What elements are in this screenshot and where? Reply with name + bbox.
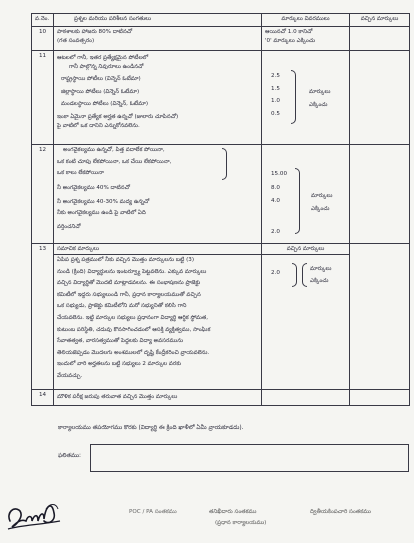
score-value: 0.5 xyxy=(271,110,280,117)
row-description xyxy=(54,51,262,145)
table-row-13 xyxy=(32,244,410,390)
row-marks-detail xyxy=(262,390,350,406)
result-label: ఫలితము: xyxy=(58,453,81,459)
score-value: 2.0 xyxy=(271,228,280,235)
row-line: (గత సంవత్సరం) xyxy=(57,37,95,44)
row-number: 14 xyxy=(32,390,54,406)
brace-mark xyxy=(302,263,307,287)
marks-line: ఆయినచో 1.0 కానిచో xyxy=(265,29,313,35)
secondary-signature-label: ద్వితీయకింపచారి సంతకము xyxy=(310,509,371,515)
row-marks-detail xyxy=(262,244,350,390)
brace-mark xyxy=(222,148,227,180)
table-header-row xyxy=(32,14,410,27)
handwritten-signature xyxy=(2,491,64,535)
brace-mark xyxy=(291,70,296,124)
brace-mark xyxy=(295,168,300,234)
row-line: ఆటలలో గానీ, ఇతర ప్రత్యేక్షమైన పోటీలలో xyxy=(57,55,149,61)
row-line: వర్తించనిచో xyxy=(57,223,81,230)
row-line: నీ అంగవైకల్యము 40% దాటినచో xyxy=(57,184,130,191)
score-value: 2.5 xyxy=(271,73,280,79)
marks-label: మార్కులు xyxy=(311,193,333,199)
score-value: 1.0 xyxy=(271,98,280,104)
row-line: సేవాతత్వత, వారసత్వముతో పెద్దలకు విద్యా అవసరమును xyxy=(57,338,184,345)
head-office-label: (ప్రధాన కార్యాలయము) xyxy=(215,520,267,526)
row-title: సమాచిక మార్కులు xyxy=(54,244,261,255)
marks-label: ఎక్కించు xyxy=(311,205,330,212)
row-number: 12 xyxy=(32,145,54,244)
row-line: కుటుంబ పరిస్థితి, చదువు కొనసాగించడంలో ఆసక్తి వ్యక్తిత్వము, సాంఘిక xyxy=(57,326,211,333)
row-line: నీకు అంగవైకల్యము ఉండి పై వాటిలో ఏది xyxy=(57,209,146,216)
row-line: జిల్లాస్థాయి పోటీలు (విన్నెన్ ఓటేమా) xyxy=(61,88,140,95)
marks-subheader: వచ్చిన మార్కులు xyxy=(262,244,349,255)
poc-signature-label: POC / PA సంతకము xyxy=(129,509,177,515)
row-line: మౌళిక పరీక్ష జరుపు తరువాత వచ్చిన మొత్తం మార్కులు xyxy=(57,394,178,400)
row-line: నీ అంగవైకల్యము 40-30% మద్య ఉన్నచో xyxy=(57,199,150,206)
score-value: 4.0 xyxy=(271,198,280,205)
row-line: గానీ పాల్గొన్న నివురూలు ఉండినచో xyxy=(69,63,144,70)
marks-line: '0' మార్కులు ఎక్కించు xyxy=(265,37,316,44)
row-line: పై వాటిలో ఒక దానిని ఎన్నుకోనవలెను. xyxy=(57,122,140,129)
row-line: మండలస్థాయి పోటీలు (విన్నెన్, ఓటేమా) xyxy=(61,101,148,108)
row-line: ఇంకా ఏమైనా ప్రత్యేక అర్హత ఉన్నచో (జులారు చూపినచో) xyxy=(57,113,179,120)
row-line: తెలియజెప్పడం మొదలగు అంశములలో దృష్టి కేంద్రీకరించి వ్రాయవలెను. xyxy=(57,349,210,356)
row-description xyxy=(54,27,262,51)
row-line: నుండి (క్రింది) విద్యార్థులను ఇంటర్వ్యూ పెట్టవలెను. ఎక్కువ మార్కులు xyxy=(57,268,207,275)
row-line: ఏపిప ప్రశ్న పత్రములో నీకు వచ్చిన మొత్తం మార్కులను బట్టి (3) xyxy=(57,257,195,263)
row-line: అంగవైకల్యము ఉన్నచో, పిత్త వదాలేక పోయినా, xyxy=(63,147,165,153)
row-line: పాఠశాలకు హాజరు 80% దాటినచో xyxy=(57,29,133,35)
header-serial: వ.నెం. xyxy=(32,14,54,27)
row-description xyxy=(54,390,262,406)
header-questions: ప్రశ్నల మరియు పరిశీలన సంగతులు xyxy=(54,14,262,27)
row-marks-detail xyxy=(262,51,350,145)
table-row-11 xyxy=(32,51,410,145)
marks-obtained-cell xyxy=(350,27,410,51)
row-line: ఒక సభ్యుడు, ప్రాజెక్టు కమిటీలోని మరో సభ్యునితో కలిసి గాని xyxy=(57,303,187,310)
table-row-14 xyxy=(32,390,410,406)
row-description xyxy=(54,145,262,244)
marks-label: మార్కులు xyxy=(309,89,331,95)
row-line: రాష్ట్రస్థాయి పోటీలు (విన్నెన్ ఓటేమా) xyxy=(61,76,141,83)
row-line: ఇందులో వారి అర్హతలను బట్టి సభ్యులు 2 మార్కుల వరకు xyxy=(57,361,182,368)
table-row-12 xyxy=(32,145,410,244)
row-number: 10 xyxy=(32,27,54,51)
evaluation-table xyxy=(31,13,410,406)
marks-obtained-cell xyxy=(350,51,410,145)
row-number: 13 xyxy=(32,244,54,390)
brace-mark xyxy=(292,263,297,287)
row-marks-detail xyxy=(262,145,350,244)
row-line: కమిటీలో ఇద్దరు సభ్యులుండి గానీ, ప్రధాన కార్యాలయముతో వచ్చిన xyxy=(57,291,201,298)
marks-label: మార్కులు xyxy=(310,266,332,272)
marks-obtained-cell xyxy=(350,390,410,406)
row-line: వచ్చిన విద్యార్థితో మొదటి మాట్లాడవలను. ఈ సంభాషణను ప్రాజెక్టు xyxy=(57,280,201,287)
row-number: 11 xyxy=(32,51,54,145)
score-value: 2.0 xyxy=(271,270,280,276)
row-description xyxy=(54,244,262,390)
header-marks-details: మార్కులు వివరములు xyxy=(262,14,350,27)
row-line: వేయవచ్చు. xyxy=(57,372,83,379)
marks-obtained-cell xyxy=(350,145,410,244)
row-line: చేయవలెను. ఇట్టి మార్కుల సభ్యులు ప్రధానంగా విద్యార్థి ఆర్థిక స్థోమత, xyxy=(57,314,209,321)
marks-label: ఎక్కించు xyxy=(309,101,328,108)
marks-obtained-cell xyxy=(350,244,410,390)
result-box xyxy=(90,444,409,472)
marks-label: ఎక్కించు xyxy=(310,277,329,284)
score-value: 8.0 xyxy=(271,184,280,191)
inspector-signature-label: తనిఖీదారు సంతకము xyxy=(209,509,257,515)
score-value: 1.5 xyxy=(271,85,280,92)
header-marks-obtained: వచ్చిన మార్కులు xyxy=(350,14,410,27)
table-row-10 xyxy=(32,27,410,51)
row-marks-detail xyxy=(262,27,350,51)
row-line: ఒక కంటి చూపు లేకపోయినా, ఒక చేయి లేకపోయినా, xyxy=(57,158,172,165)
row-line: ఒక కాలు లేకపోయినా xyxy=(57,170,104,177)
score-value: 15.00 xyxy=(271,171,288,177)
office-use-note: కార్యాలయము తపయోగము కొరకు (విద్యార్థి ఈ క్రింది ఖాళీలో ఏమీ వ్రాయకూడదు). xyxy=(58,425,244,431)
